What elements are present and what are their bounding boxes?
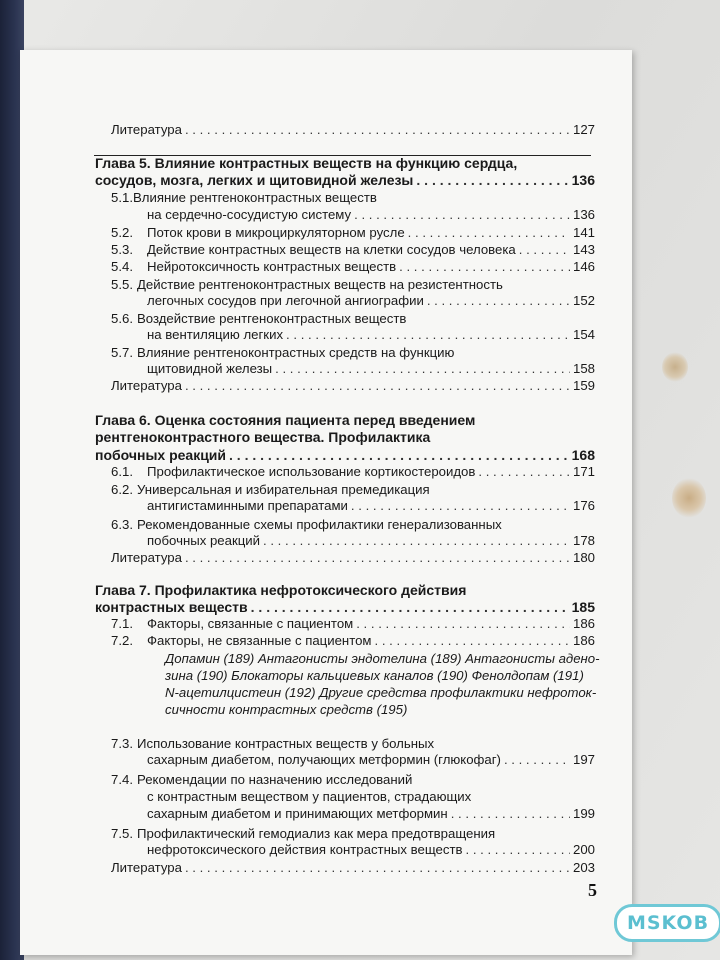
toc-entry-7-1: 7.1. Факторы, связанные с пациентом . . . 186 [95,616,595,632]
watermark-text: MSKOB [614,904,720,942]
toc-entry-5-3: 5.3. Действие контрастных веществ на клетки сосудов человека . . . 143 [95,242,595,258]
toc-entry-5-5: 5.5. Действие рентгеноконтрастных веществ на резистентность [111,277,503,292]
toc-entry-6-3-cont: побочных реакций . . . 178 [147,533,595,549]
toc-entry-7-4-cont: сахарным диабетом и принимающих метформин . . . 199 [147,806,595,822]
toc-entry-5-2: 5.2. Поток крови в микроциркуляторном русле . . . 141 [95,225,595,241]
toc-entry-7-4-line2: с контрастным веществом у пациентов, страдающих [147,789,472,804]
chapter-6-title-line3: побочных реакций . . . 168 [95,447,595,463]
toc-entry-5-5-cont: легочных сосудов при легочной ангиографии . . . 152 [147,293,595,309]
toc-entry-literature: Литература . . . 127 [95,122,595,138]
toc-subtopics-line1: Допамин (189) Антагонисты эндотелина (189) Антагонисты адено- [165,651,600,666]
toc-entry-5-7: 5.7. Влияние рентгеноконтрастных средств на функцию [111,345,455,360]
toc-entry-7-2: 7.2. Факторы, не связанные с пациентом . . . 186 [95,633,595,649]
toc-entry-7-5-cont: нефротоксического действия контрастных веществ . . . 200 [147,842,595,858]
chapter-7-title: Глава 7. Профилактика нефротоксического действия [95,582,467,598]
toc-entry-6-2: 6.2. Универсальная и избирательная премедикация [111,482,430,497]
toc-entry-5-literature: Литература . . . 159 [95,378,595,394]
toc-entry-5-6: 5.6. Воздействие рентгеноконтрастных веществ [111,311,407,326]
toc-entry-7-4: 7.4. Рекомендации по назначению исследований [111,772,413,787]
toc-entry-6-1: 6.1. Профилактическое использование кортикостероидов . . . 171 [95,464,595,480]
toc-entry-6-2-cont: антигистаминными препаратами . . . 176 [147,498,595,514]
toc-entry-5-1-cont: на сердечно-сосудистую систему . . . 136 [147,207,595,223]
toc-entry-7-3-cont: сахарным диабетом, получающих метформин (глюкофаг) . . . 197 [147,752,595,768]
toc-entry-5-1: 5.1.Влияние рентгеноконтрастных веществ [111,190,377,205]
chapter-7-title-line2: контрастных веществ . . . 185 [95,599,595,615]
toc-entry-6-literature: Литература . . . 180 [95,550,595,566]
chapter-5-title-line2: сосудов, мозга, легких и щитовидной железы . . . 136 [95,172,595,188]
toc-subtopics-line4: сичности контрастных средств (195) [165,702,408,717]
toc-entry-6-3: 6.3. Рекомендованные схемы профилактики генерализованных [111,517,502,532]
chapter-6-title: Глава 6. Оценка состояния пациента перед введением [95,412,476,428]
toc-entry-7-literature: Литература . . . 203 [95,860,595,876]
chapter-5-title: Глава 5. Влияние контрастных веществ на функцию сердца, [95,155,518,171]
toc-entry-5-6-cont: на вентиляцию легких . . . 154 [147,327,595,343]
table-stain [662,352,688,382]
toc-subtopics-line3: N-ацетилцистеин (192) Другие средства профилактики нефроток- [165,685,597,700]
book-page [20,50,632,955]
toc-entry-7-5: 7.5. Профилактический гемодиализ как мера предотвращения [111,826,496,841]
watermark-logo [616,893,720,953]
chapter-6-title-line2: рентгеноконтрастного вещества. Профилактика [95,429,431,445]
page-number: 5 [588,880,597,900]
toc-entry-7-3: 7.3. Использование контрастных веществ у больных [111,736,435,751]
toc-subtopics-line2: зина (190) Блокаторы кальциевых каналов (190) Фенолдопам (191) [165,668,584,683]
toc-entry-5-7-cont: щитовидной железы . . . 158 [147,361,595,377]
toc-entry-5-4: 5.4. Нейротоксичность контрастных веществ . . . 146 [95,259,595,275]
table-stain [672,478,706,518]
